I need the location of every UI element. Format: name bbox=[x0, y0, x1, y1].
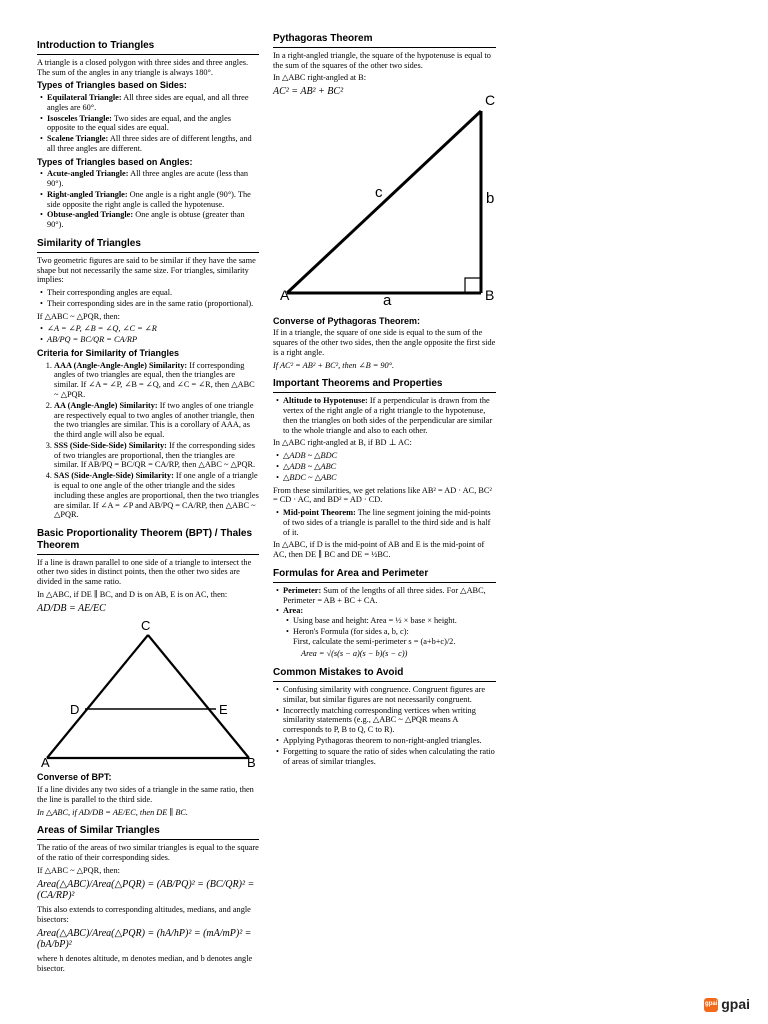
term: Obtuse-angled Triangle: bbox=[47, 210, 134, 220]
term: Right-angled Triangle: bbox=[47, 189, 128, 199]
term: Perimeter: bbox=[283, 585, 322, 595]
formulas-title: Formulas for Area and Perimeter bbox=[273, 568, 496, 583]
definition: If one angle of a triangle is equal to one angle of the other triangle and the sides including these angles are proportional, then the two triangles are similar. If ∠A = ∠P and AB/PQ = CA/RP, then △ABC ~ △PQR. bbox=[54, 471, 259, 520]
areas-paragraph: The ratio of the areas of two similar triangles is equal to the square of the ratio of their corresponding sides. bbox=[37, 843, 259, 862]
definition: If the corresponding sides of two triangles are proportional, then the triangles are similar. If AB/PQ = BC/QR = CA/RP, then △ABC ~ △PQR. bbox=[54, 440, 256, 470]
mistakes-title: Common Mistakes to Avoid bbox=[273, 667, 496, 682]
term: SAS (Side-Angle-Side) Similarity: bbox=[54, 471, 174, 481]
logo-text: gpai bbox=[721, 996, 750, 1013]
mistakes-section bbox=[273, 667, 496, 766]
formulas-list bbox=[273, 586, 496, 659]
term: Equilateral Triangle: bbox=[47, 92, 122, 102]
vertex-label-b: B bbox=[247, 754, 256, 770]
list-item: • Incorrectly matching corresponding vertices when writing similarity statements (e.g., △ABC ~ △PQR means A corresponds to P, B to Q, C to R). bbox=[283, 706, 496, 735]
altitude-list bbox=[273, 396, 496, 435]
heron-semiperimeter: First, calculate the semi-perimeter s = (a+b+c)/2. bbox=[293, 636, 456, 646]
similarity-bullets bbox=[37, 288, 259, 309]
mistakes-list bbox=[273, 685, 496, 766]
list-item: • Their corresponding angles are equal. bbox=[47, 288, 259, 298]
list-item bbox=[47, 93, 259, 113]
definition: If corresponding angles of two triangles are equal, then the triangles are similar. If ∠A = ∠P, ∠B = ∠Q, and ∠C = ∠R, then △ABC ~ △PQR. bbox=[54, 360, 255, 399]
definition: Sum of the lengths of all three sides. For △ABC, Perimeter = AB + BC + CA. bbox=[283, 585, 486, 605]
side-ac bbox=[287, 111, 481, 293]
gpai-logo bbox=[704, 996, 750, 1013]
list-item: • △ADB ~ △BDC bbox=[283, 451, 496, 461]
list-item bbox=[283, 508, 496, 537]
list-item bbox=[47, 169, 259, 189]
term: SSS (Side-Side-Side) Similarity: bbox=[54, 440, 167, 450]
intro-section bbox=[37, 40, 259, 230]
midpoint-statement: In △ABC, if D is the mid-point of AB and E is the mid-point of AC, then DE ∥ BC and DE = ½BC. bbox=[273, 540, 485, 560]
midpoint-list bbox=[273, 508, 496, 537]
side-bc bbox=[148, 635, 249, 758]
pythagoras-converse-heading: Converse of Pythagoras Theorem: bbox=[273, 315, 421, 326]
right-angle-marker bbox=[465, 278, 481, 293]
list-item: • Their corresponding sides are in the same ratio (proportional). bbox=[47, 299, 259, 309]
areas-condition: If △ABC ~ △PQR, then: bbox=[37, 865, 120, 875]
side-ac bbox=[47, 635, 148, 758]
pythagoras-formula: AC² = AB² + BC² bbox=[273, 86, 344, 98]
side-label-a: a bbox=[383, 291, 392, 309]
bpt-title: Basic Proportionality Theorem (BPT) / Thales Theorem bbox=[37, 528, 259, 555]
similarity-title: Similarity of Triangles bbox=[37, 238, 259, 253]
list-item bbox=[47, 114, 259, 134]
bpt-converse-paragraph: If a line divides any two sides of a triangle in the same ratio, then the line is parallel to the third side. bbox=[37, 785, 254, 804]
term: Scalene Triangle: bbox=[47, 134, 109, 144]
pythagoras-converse-paragraph: If in a triangle, the square of one side is equal to the sum of the squares of the other two sides, then the angle opposite the first side is a right angle. bbox=[273, 328, 496, 357]
list-item: • AB/PQ = BC/QR = CA/RP bbox=[47, 335, 259, 345]
list-item bbox=[283, 396, 496, 435]
logo-icon-text: gpai bbox=[705, 1001, 718, 1008]
bpt-converse-heading: Converse of BPT: bbox=[37, 772, 112, 783]
areas-note: where h denotes altitude, m denotes median, and b denotes angle bisector. bbox=[37, 954, 253, 974]
important-section bbox=[273, 378, 496, 560]
definition: All three sides are of different lengths, and all three angles are different. bbox=[47, 134, 252, 153]
intro-paragraph: A triangle is a closed polygon with three sides and three angles. The sum of the angles in any triangle is always 180°. bbox=[37, 57, 249, 77]
areas-formula-altitudes: Area(△ABC)/Area(△PQR) = (hA/hP)² = (mA/mP)² = (bA/bP)² bbox=[37, 927, 252, 951]
definition: One angle is a right angle (90°). The side opposite the right angle is called the hypotenuse. bbox=[47, 189, 251, 209]
list-item bbox=[283, 586, 496, 606]
term: Mid-point Theorem: bbox=[283, 508, 356, 518]
gpai-logo-icon bbox=[704, 998, 718, 1012]
sides-list bbox=[37, 93, 259, 154]
similarity-paragraph: Two geometric figures are said to be similar if they have the same shape but not necessarily the same size. For triangles, similarity implies: bbox=[37, 255, 256, 285]
list-item: • △BDC ~ △ABC bbox=[283, 473, 496, 483]
vertex-label-a: A bbox=[41, 754, 50, 770]
important-title: Important Theorems and Properties bbox=[273, 378, 496, 393]
list-item bbox=[47, 190, 259, 210]
pythagoras-title: Pythagoras Theorem bbox=[273, 33, 496, 48]
criteria-heading: Criteria for Similarity of Triangles bbox=[37, 348, 180, 358]
term: AA (Angle-Angle) Similarity: bbox=[54, 400, 158, 410]
pythagoras-section bbox=[273, 33, 496, 370]
list-item bbox=[283, 606, 496, 659]
vertex-label-b: B bbox=[485, 286, 495, 303]
bpt-converse-statement: In △ABC, if AD/DB = AE/EC, then DE ∥ BC. bbox=[37, 807, 189, 817]
altitude-relations bbox=[273, 451, 496, 482]
vertex-label-a: A bbox=[280, 286, 290, 303]
sides-heading: Types of Triangles based on Sides: bbox=[37, 80, 187, 91]
list-item: • ∠A = ∠P, ∠B = ∠Q, ∠C = ∠R bbox=[47, 324, 259, 334]
list-item bbox=[293, 627, 496, 659]
areas-title: Areas of Similar Triangles bbox=[37, 825, 259, 840]
vertex-label-d: D bbox=[70, 701, 80, 717]
pythagoras-paragraph: In a right-angled triangle, the square of the hypotenuse is equal to the sum of the squares of the other two sides. bbox=[273, 50, 491, 70]
definition: One angle is obtuse (greater than 90°). bbox=[47, 210, 245, 230]
list-item bbox=[54, 401, 259, 440]
bpt-section bbox=[37, 528, 259, 817]
pythagoras-condition: In △ABC right-angled at B: bbox=[273, 73, 367, 83]
areas-section bbox=[37, 825, 259, 973]
left-column bbox=[37, 40, 259, 982]
vertex-label-c: C bbox=[141, 617, 151, 633]
similarity-relations bbox=[37, 324, 259, 345]
bpt-paragraph: If a line is drawn parallel to one side of a triangle to intersect the other two sides in distinct points, then the other two sides are divided in the same ratio. bbox=[37, 557, 252, 587]
definition: Two sides are equal, and the angles opposite to the equal sides are equal. bbox=[47, 113, 231, 133]
side-label-b: b bbox=[486, 189, 495, 207]
heron-label: Heron's Formula (for sides a, b, c): bbox=[293, 626, 409, 636]
area-sublist bbox=[283, 616, 496, 659]
list-item: • Forgetting to square the ratio of sides when calculating the ratio of areas of similar triangles. bbox=[283, 747, 496, 767]
bpt-triangle-diagram bbox=[37, 618, 259, 768]
vertex-label-e: E bbox=[219, 701, 228, 717]
criteria-list bbox=[37, 361, 259, 521]
formulas-section bbox=[273, 568, 496, 659]
list-item: • △ADB ~ △ABC bbox=[283, 462, 496, 472]
list-item bbox=[54, 361, 259, 400]
list-item: • Confusing similarity with congruence. Congruent figures are similar, but similar figures are not necessarily congruent. bbox=[283, 685, 496, 705]
term: Area: bbox=[283, 606, 304, 616]
side-label-c: c bbox=[375, 183, 383, 201]
definition: If a perpendicular is drawn from the vertex of the right angle of a right triangle to the hypotenuse, then the triangles on both sides of the perpendicular are similar to the whole triangle and also to each other. bbox=[283, 396, 493, 435]
angles-heading: Types of Triangles based on Angles: bbox=[37, 156, 193, 167]
definition: The line segment joining the mid-points of two sides of a triangle is parallel to the third side and is half of it. bbox=[283, 508, 491, 537]
term: Altitude to Hypotenuse: bbox=[283, 396, 368, 406]
list-item: • Using base and height: Area = ½ × base × height. bbox=[293, 616, 496, 626]
list-item bbox=[54, 441, 259, 470]
areas-extension: This also extends to corresponding altitudes, medians, and angle bisectors: bbox=[37, 905, 251, 924]
list-item bbox=[47, 210, 259, 230]
angles-list bbox=[37, 169, 259, 230]
bpt-formula: AD/DB = AE/EC bbox=[37, 602, 106, 614]
similarity-if-line: If △ABC ~ △PQR, then: bbox=[37, 311, 120, 321]
definition: All three angles are acute (less than 90°). bbox=[47, 169, 249, 189]
similarity-section bbox=[37, 238, 259, 520]
term: Isosceles Triangle: bbox=[47, 113, 112, 123]
altitude-condition: In △ABC right-angled at B, if BD ⊥ AC: bbox=[273, 438, 412, 448]
term: AAA (Angle-Angle-Angle) Similarity: bbox=[54, 360, 188, 370]
term: Acute-angled Triangle: bbox=[47, 169, 129, 179]
list-item: • Applying Pythagoras theorem to non-right-angled triangles. bbox=[283, 736, 496, 746]
definition: All three sides are equal, and all three angles are 60°. bbox=[47, 92, 249, 112]
definition: If two angles of one triangle are respectively equal to two angles of another triangle, then the two triangles are similar. This is a corollary of AAA, as the third angle will also be equal. bbox=[54, 400, 255, 440]
right-column bbox=[273, 33, 496, 774]
areas-formula-sides: Area(△ABC)/Area(△PQR) = (AB/PQ)² = (BC/QR)² = (CA/RP)² bbox=[37, 878, 255, 902]
pythagoras-converse-statement: If AC² = AB² + BC², then ∠B = 90°. bbox=[273, 360, 395, 370]
altitude-relations-text: From these similarities, we get relations like AB² = AD · AC, BC² = CD · AC, and BD² = AD · CD. bbox=[273, 485, 492, 505]
heron-formula: Area = √(s(s − a)(s − b)(s − c)) bbox=[301, 649, 408, 659]
vertex-label-c: C bbox=[485, 91, 496, 108]
intro-title: Introduction to Triangles bbox=[37, 40, 259, 55]
list-item bbox=[47, 134, 259, 154]
bpt-condition: In △ABC, if DE ∥ BC, and D is on AB, E is on AC, then: bbox=[37, 590, 228, 600]
list-item bbox=[54, 471, 259, 520]
